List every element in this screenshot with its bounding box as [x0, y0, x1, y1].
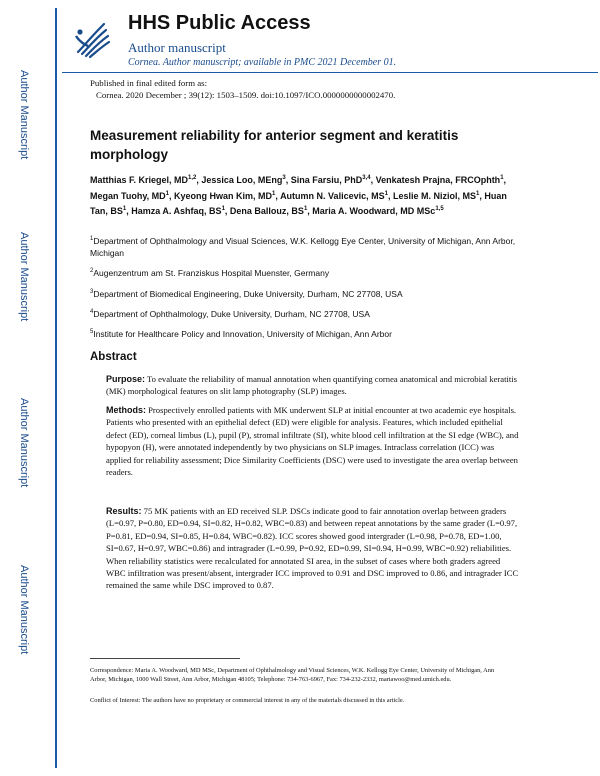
citation-line: Cornea. 2020 December ; 39(12): 1503–1509. doi:10.1097/ICO.0000000000002470. [96, 90, 396, 100]
affiliation-3: $^3$Department of Biomedical Engineering, Duke University, Durham, NC 27708, USA [90, 288, 403, 299]
author-name: Huan Tan, BS [90, 190, 507, 216]
author-name: Sina Farsiu, PhD [290, 175, 363, 185]
paper-title: Measurement reliability for anterior segment and keratitis morphology [90, 128, 459, 162]
purpose-label: Purpose: [106, 374, 146, 384]
author-name: Hamza A. Ashfaq, BS [131, 206, 222, 216]
author-affiliation-sup: 1 [165, 190, 170, 197]
side-label-4: Author Manuscript [18, 565, 30, 655]
affiliation-1: $^1$Department of Ophthalmology and Visual Sciences, W.K. Kellogg Eye Center, University of Michigan, Ann Arbor, Michigan [90, 235, 516, 258]
author-affiliation-sup: 1 [384, 190, 388, 197]
footnote-divider [90, 658, 240, 659]
side-accent-bar [55, 8, 57, 768]
side-label-3: Author Manuscript [18, 398, 30, 488]
author-affiliation-sup: 3,4 [362, 175, 371, 181]
author-name: Leslie M. Niziol, MS [392, 190, 476, 201]
author-affiliation-sup: 1 [122, 206, 127, 212]
hhs-eagle-logo-icon [70, 16, 114, 60]
abstract-purpose [106, 373, 520, 398]
author-name: Jessica Loo, MEng [201, 175, 283, 185]
abstract-results [106, 505, 520, 592]
side-label-2: Author Manuscript [18, 232, 30, 322]
author-affiliation-sup: 1,2 [188, 175, 197, 181]
author-affiliation-sup: 1 [475, 190, 480, 197]
author-affiliation-sup: 3 [282, 175, 286, 181]
author-list: Matthias F. Kriegel, MD$^{1,2}$, Jessica Loo, MEng$^3$, Sina Farsiu, PhD$^{3,4}$, Venkatesh Prajna, FRCOphth$^1$, Megan Tuohy, $MD^1$, Kyeong Hwan Kim, $MD^1$, Autumn N. Valicevic, $MS^1$, Leslie M. Niziol, $MS^1$, Huan Tan, $BS^1$, Hamza A. Ashfaq, $BS^1$, Dena Ballouz, $BS^1$, Maria A. Woodward, MD MSc$^{1,5}$ [90, 175, 507, 216]
affiliation-5: $^5$Institute for Healthcare Policy and Innovation, University of Michigan, Ann Arbor [90, 328, 392, 339]
author-name: Maria A. Woodward, MD MSc [312, 206, 436, 216]
author-affiliation-sup: 1 [500, 175, 504, 181]
author-name: Matthias F. Kriegel, MD [90, 175, 189, 185]
conflict-note: Conflict of Interest: The authors have no proprietary or commercial interest in any of the materials discussed in this article. [90, 697, 405, 704]
results-label: Results: [106, 506, 142, 516]
abstract-heading: Abstract [90, 351, 137, 363]
results-text: 75 MK patients with an ED received SLP. DSCs indicate good to fair annotation overlap between graders (L=0.97, P=0.80, ED=0.94, SI=0.82, H=0.82, WBC=0.83) and between repeat annotations by the same grader (L=0.97, P=0.81, ED=0.94, SI=0.85, H=0.84, WBC=0.82). ICC scores showed good intergrader (L=0.98, P=0.78, ED=1.00, SI=0.67, H=0.97, WBC=0.86) and intragrader (L=0.99, P=0.92, ED=0.99, SI=0.94, H=0.99, WBC=0.92) reliabilities. When reliability statistics were recalculated for annotated SI area, in the subset of cases where both graders agreed WBC infiltration was present/absent, intergrader ICC improved to 0.91 and DSC improved to 0.86, and intragrader ICC remained the same while DSC improved to 0.87. [106, 506, 519, 591]
side-label-1: Author Manuscript [18, 70, 30, 160]
header-divider [62, 72, 598, 73]
published-label: Published in final edited form as: [90, 78, 208, 88]
methods-text: Prospectively enrolled patients with MK underwent SLP at initial encounter at two academic eye hospitals. Patients who presented with an epithelial defect (ED) were eligible for analysis. Features, which included epithelial defect (ED), corneal limbus (L), pupil (P), stromal infiltrate (SI), white blood cell infiltration at the SI edge (WBC), and hypopyon (H), were annotated independently by two physicians on SLP images. Intraclass correlation (ICC) was applied for reliability assessment; Dice Similarity Coefficients (DSC) were used to investigate the area overlap between readers. [106, 405, 519, 478]
author-affiliation-sup: 1,5 [435, 206, 444, 212]
methods-label: Methods: [106, 405, 146, 415]
author-name: Autumn N. Valicevic, MS [280, 190, 385, 201]
author-name: Venkatesh Prajna, FRCOphth [375, 175, 501, 185]
hhs-title: HHS Public Access [128, 12, 311, 34]
author-affiliation-sup: 1 [221, 206, 225, 212]
author-name: Dena Ballouz, BS [229, 206, 304, 216]
author-name: Kyeong Hwan Kim, MD [174, 190, 273, 201]
abstract-methods [106, 404, 520, 478]
affiliation-4: $^4$Department of Ophthalmology, Duke University, Durham, NC 27708, USA [90, 308, 370, 319]
author-name: Megan Tuohy, MD [90, 190, 166, 201]
purpose-text: To evaluate the reliability of manual annotation when quantifying cornea anatomical and microbial keratitis (MK) morphological features on slit lamp photography (SLP) images. [106, 374, 518, 397]
affiliation-2: $^2$Augenzentrum am St. Franziskus Hospital Muenster, Germany [90, 267, 330, 278]
journal-note: Cornea. Author manuscript; available in PMC 2021 December 01. [128, 57, 397, 68]
author-affiliation-sup: 1 [303, 206, 308, 212]
author-affiliation-sup: 1 [272, 190, 276, 197]
author-manuscript-label: Author manuscript [128, 40, 226, 55]
correspondence-note: Correspondence: Maria A. Woodward, MD MSc, Department of Ophthalmology and Visual Sciences, W.K. Kellogg Eye Center, University of Michigan, Ann Arbor, Michigan, 1000 Wall Street, Ann Arbor, Michigan 48105; Telephone: 734-763-6967, Fax: 734-232-2332, mariawoo@med.umich.edu. [90, 667, 495, 683]
